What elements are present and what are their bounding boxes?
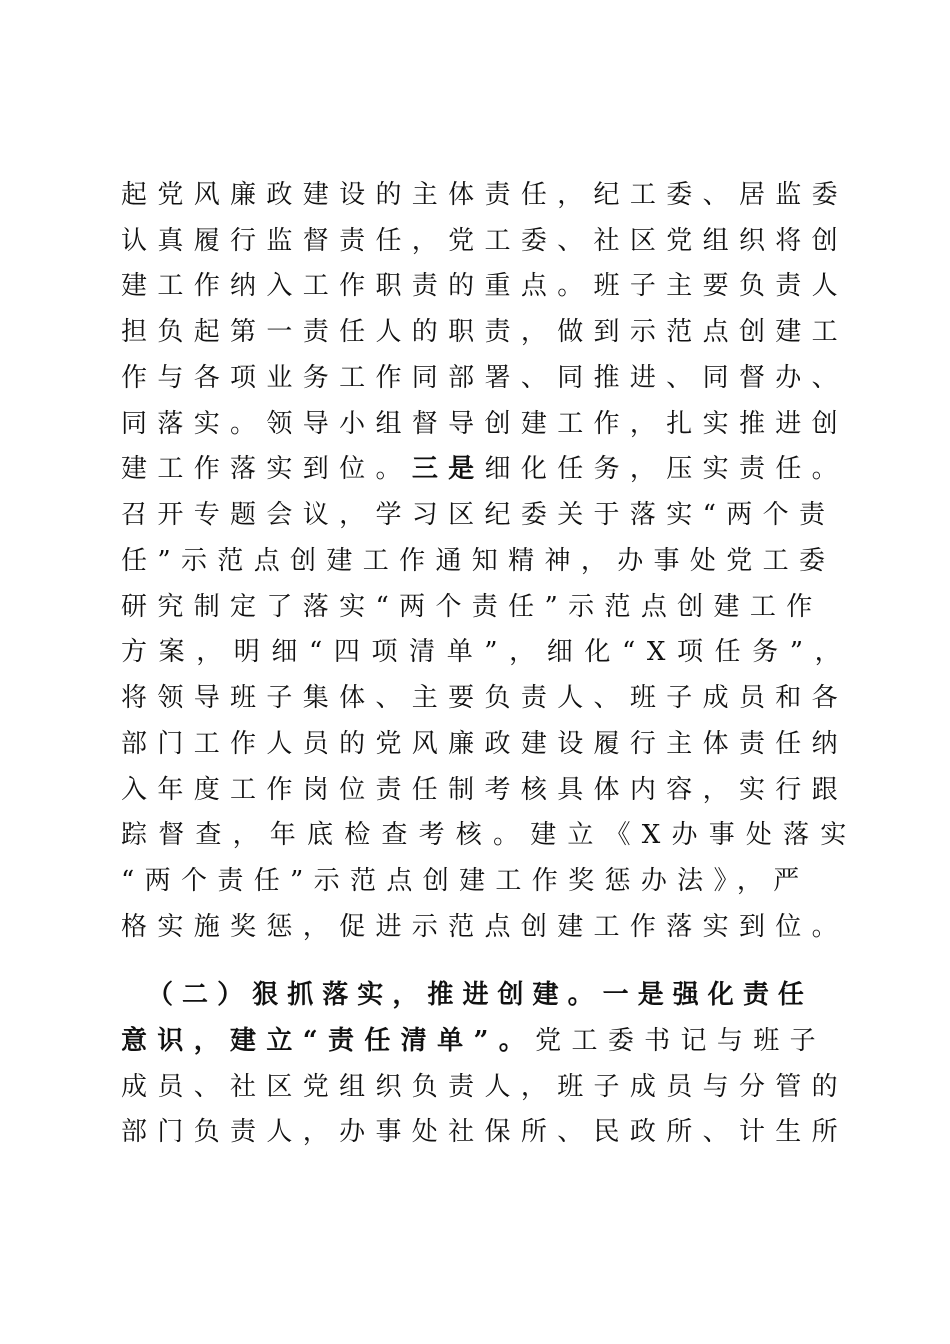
text-run: 担负起第一责任人的职责，做到示范点创建工 xyxy=(121,317,849,347)
text-line xyxy=(121,221,848,261)
text-run: “两个责任”示范点创建工作奖惩办法》，严 xyxy=(121,866,810,896)
text-line xyxy=(121,175,848,215)
text-line xyxy=(121,1021,826,1061)
text-run: 部门负责人，办事处社保所、民政所、计生所 xyxy=(121,1117,849,1147)
text-line xyxy=(121,632,852,672)
text-run: 部门工作人员的党风廉政建设履行主体责任纳 xyxy=(121,729,849,759)
text-run: 入年度工作岗位责任制考核具体内容，实行跟 xyxy=(121,775,849,805)
text-line xyxy=(121,541,835,581)
text-line xyxy=(121,266,848,306)
text-line xyxy=(147,975,813,1015)
text-line xyxy=(121,449,848,489)
text-run: 认真履行监督责任，党工委、社区党组织将创 xyxy=(121,226,849,256)
text-line xyxy=(121,678,848,718)
text-line xyxy=(121,404,848,444)
text-run: 作与各项业务工作同部署、同推进、同督办、 xyxy=(121,363,849,393)
text-run: 建工作纳入工作职责的重点。班子主要负责人 xyxy=(121,271,849,301)
text-line xyxy=(121,1112,848,1152)
text-line xyxy=(121,495,835,535)
text-line xyxy=(121,358,848,398)
text-run: 踪督查，年底检查考核。建立《X办事处落实 xyxy=(121,820,858,850)
text-line xyxy=(121,770,848,810)
text-run: 将领导班子集体、主要负责人、班子成员和各 xyxy=(121,683,849,713)
text-line xyxy=(121,907,848,947)
text-run: 党工委书记与班子 xyxy=(535,1026,826,1056)
text-line xyxy=(121,587,823,627)
text-line xyxy=(121,815,858,855)
text-run: 起党风廉政建设的主体责任，纪工委、居监委 xyxy=(121,180,849,210)
text-run: 建工作落实到位。 xyxy=(121,454,412,484)
text-run: 任”示范点创建工作通知精神，办事处党工委 xyxy=(121,546,836,576)
text-run: 同落实。领导小组督导创建工作，扎实推进创 xyxy=(121,409,849,439)
text-run: 格实施奖惩，促进示范点创建工作落实到位。 xyxy=(121,912,849,942)
bold-text-run: （二）狠抓落实，推进创建。一是强化责任 xyxy=(147,980,813,1010)
text-run: 成员、社区党组织负责人，班子成员与分管的 xyxy=(121,1072,849,1102)
bold-text-run: 意识，建立“责任清单”。 xyxy=(121,1026,536,1056)
bold-text-run: 三是 xyxy=(411,454,485,484)
text-run: 方案，明细“四项清单”，细化“X项任务”， xyxy=(121,637,853,667)
text-line xyxy=(121,1067,848,1107)
text-run: 细化任务，压实责任。 xyxy=(484,454,849,484)
text-run: 召开专题会议，学习区纪委关于落实“两个责 xyxy=(121,500,836,530)
text-line xyxy=(121,861,810,901)
text-run: 研究制定了落实“两个责任”示范点创建工作 xyxy=(121,592,823,622)
text-line xyxy=(121,312,848,352)
text-line xyxy=(121,724,848,764)
